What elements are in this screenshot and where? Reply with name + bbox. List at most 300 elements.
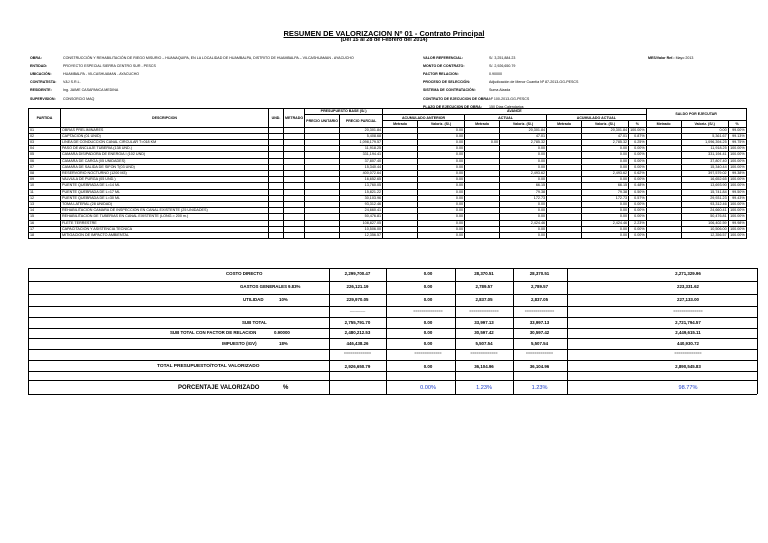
valoriz-acumulado-cell: 0.00 xyxy=(582,233,629,239)
item-description-cell: MITIGACION DE IMPACTO AMBIENTAL xyxy=(61,233,269,239)
valoriz-anterior-cell: 0.00 xyxy=(418,214,465,220)
item-description-cell: CAPACITACION Y ASISTENCIA TECNICA xyxy=(61,226,269,232)
valoriz-actual-cell: 66.15 xyxy=(500,183,547,189)
info-value: Adjudicación de Menor Cuantía Nº 87-2013-GG-PESCS xyxy=(489,80,579,85)
summary-sub-total-acu: 33,997.13 xyxy=(529,320,550,325)
info-value: HUAMBALPA - VILCASHUAMAN - AYACUCHO xyxy=(63,72,140,77)
summary-gastos-generales-act: 2,789.57 xyxy=(475,284,493,289)
summary-utilidad-acu: 2,837.05 xyxy=(530,297,549,302)
info-row xyxy=(30,56,354,61)
item-description-cell: VALVULA DE PURGA (05 UND.) xyxy=(61,177,269,183)
item-code-cell: 07 xyxy=(29,164,61,170)
summary-costo-directo-ant: 0.00 xyxy=(423,271,433,276)
valoriz-anterior-cell: 0.00 xyxy=(418,226,465,232)
item-code-cell: 08 xyxy=(29,170,61,176)
summary-label-gastos-generales: GASTOS GENERALES xyxy=(240,284,288,289)
pct-acumulado-cell: 0.57% xyxy=(629,195,647,201)
valuation-table xyxy=(28,108,747,239)
info-row xyxy=(30,97,94,102)
precio-parcial-cell: 1,098,179.57 xyxy=(340,139,383,145)
item-description-cell: LINEA DE CONDUCCION CANAL CIRCULAR T=018 KM xyxy=(61,139,269,145)
col-und: UND. xyxy=(269,109,284,128)
item-description-cell: PUENTE QUEBRADA DE L=17 ML xyxy=(61,189,269,195)
divider xyxy=(28,338,757,339)
valoriz-acumulado-cell: 0.00 xyxy=(582,164,629,170)
summary-porcentaje-saldo: 98.77% xyxy=(678,385,698,391)
summary-porcentaje-acu: 1.23% xyxy=(531,385,548,391)
pct-saldo-cell: 99.13% xyxy=(728,133,746,139)
summary-costo-directo-acu: 28,370.51 xyxy=(529,271,550,276)
item-code-cell: 10 xyxy=(29,183,61,189)
valoriz-acumulado-cell: 79.38 xyxy=(582,189,629,195)
pct-acumulado-cell: 0.62% xyxy=(629,170,647,176)
pct-saldo-cell: 100.00% xyxy=(730,177,745,182)
info-value: S/. 2,926,650.79 xyxy=(489,64,516,69)
valoriz-acumulado-cell: 2,785.32 xyxy=(582,139,629,145)
sub-valoriz: Valoriz. (S/.) xyxy=(500,121,547,127)
summary-sub-total-parcial: 2,755,791.70 xyxy=(344,320,371,325)
item-description-cell: CAMARA DISIPADORA DE ENERGIA I (102 UND) xyxy=(61,152,269,158)
item-description-cell: REHABILITACION DE TUBERIAS EN CANAL EXISTENTE (LONG.= 200 m.) xyxy=(61,214,269,220)
valoriz-acumulado-cell: 0.00 xyxy=(582,214,629,220)
precio-parcial-cell: 108,827.05 xyxy=(340,220,383,226)
precio-parcial-cell: 20,301.84 xyxy=(340,127,383,133)
valoriz-saldo-cell: 24,660.41 xyxy=(681,208,728,214)
valoriz-anterior-cell: 0.00 xyxy=(418,152,465,158)
valoriz-anterior-cell: 0.00 xyxy=(418,139,465,145)
item-description-cell: FLETE TERRESTRE xyxy=(61,220,269,226)
precio-parcial-cell: 15,821.22 xyxy=(340,189,383,195)
valoriz-anterior-cell: 0.00 xyxy=(418,208,465,214)
summary-sub-total-factor-saldo: 2,449,615.11 xyxy=(675,330,701,335)
divider xyxy=(28,328,757,329)
precio-parcial-cell: 30,103.96 xyxy=(340,195,383,201)
divider xyxy=(386,268,387,394)
valoriz-saldo-cell: 16,652.65 xyxy=(681,177,728,183)
pct-saldo-cell: 100.00% xyxy=(730,214,745,219)
info-value: Ing. JAIME CASAPANCA MEDINA xyxy=(63,88,119,93)
info-label: PLAZO DE EJECUCION DE OBRA: xyxy=(423,104,482,109)
summary-factor: 0.90000 xyxy=(274,330,290,335)
valoriz-saldo-cell: 13,693.90 xyxy=(681,183,728,189)
valoriz-anterior-cell: 0.00 xyxy=(418,202,465,208)
pct-acumulado-cell: 0.50% xyxy=(629,189,647,195)
precio-parcial-cell: 13,760.05 xyxy=(340,183,383,189)
valoriz-anterior-cell: 0.00 xyxy=(418,189,465,195)
valoriz-actual-cell: 0.00 xyxy=(500,226,547,232)
summary-label-costo-directo: COSTO DIRECTO xyxy=(226,271,263,276)
summary-porcentaje-act: 1.23% xyxy=(476,385,492,391)
valoriz-acumulado-cell: 20,301.84 xyxy=(582,127,629,133)
valoriz-actual-cell: 0.00 xyxy=(500,152,547,158)
summary-factor: 9.83% xyxy=(288,284,301,289)
info-label: PROCESO DE SELECCIÓN: xyxy=(423,80,471,85)
precio-parcial-cell: 37,807.40 xyxy=(340,158,383,164)
info-row xyxy=(423,72,502,77)
valoriz-acumulado-cell: 172.73 xyxy=(582,195,629,201)
divider xyxy=(28,394,757,395)
col-acum-anterior: ACUMULADO ANTERIOR xyxy=(383,115,465,121)
item-description-cell: RESERVORIO NOCTURNO (1200 M3) xyxy=(61,170,269,176)
sub-metrado: Metrado xyxy=(547,121,582,127)
item-description-cell: CAMARA DE SALIDA DE SIFON T(03 UND) xyxy=(61,164,269,170)
valoriz-acumulado-cell: 0.00 xyxy=(582,146,629,152)
pct-saldo-cell: 100.00% xyxy=(730,233,745,238)
valoriz-saldo-cell: 106,402.59 xyxy=(681,220,728,226)
valoriz-saldo-cell: 5,361.67 xyxy=(681,133,728,139)
valoriz-saldo-cell: 37,807.40 xyxy=(681,158,728,164)
info-value: Suma Alzada xyxy=(489,88,511,93)
item-code-cell: 16 xyxy=(29,220,61,226)
report-period: (Del 15 al 28 de Febrero del 2014) xyxy=(340,37,428,43)
valoriz-actual-cell: 20,301.84 xyxy=(500,127,547,133)
summary-total-acu: 36,104.96 xyxy=(529,364,550,369)
pct-acumulado-cell: 0.00% xyxy=(629,233,647,239)
summary-igv-ant: 0.00 xyxy=(423,341,433,346)
valoriz-saldo-cell: 0.00 xyxy=(681,127,728,133)
valoriz-anterior-cell: 0.00 xyxy=(418,177,465,183)
summary-sep2-ant: ============= xyxy=(414,351,442,355)
valoriz-actual-cell: 0.00 xyxy=(500,158,547,164)
info-value: S/. 3,251,884.23 xyxy=(489,56,516,60)
valoriz-saldo-cell: 15,340.44 xyxy=(681,164,728,170)
summary-label-sub-total-factor: SUB TOTAL CON FACTOR DE RELACION xyxy=(170,330,257,335)
summary-sub-total-saldo: 2,721,794.57 xyxy=(675,320,701,325)
valoriz-saldo-cell: 1,096,394.25 xyxy=(681,139,728,145)
info-label: RESIDENTE: xyxy=(30,88,52,93)
info-value: V&J S.R.L. xyxy=(63,80,81,85)
valoriz-actual-cell: 2,424.46 xyxy=(500,220,547,226)
summary-sub-total-act: 33,997.13 xyxy=(474,320,494,325)
summary-label-utilidad: UTILIDAD xyxy=(243,297,264,302)
valoriz-saldo-cell: 15,741.84 xyxy=(681,189,728,195)
valoriz-anterior-cell: 0.00 xyxy=(418,158,465,164)
summary-gastos-generales-saldo: 223,331.62 xyxy=(677,284,699,289)
valoriz-acumulado-cell: 0.00 xyxy=(582,177,629,183)
precio-parcial-cell: 16,652.65 xyxy=(340,177,383,183)
col-presupuesto: PRESUPUESTO BASE (S/.) xyxy=(305,109,383,115)
summary-sep1-ant: ============== xyxy=(413,309,443,313)
divider xyxy=(757,268,758,394)
col-metrado: METRADO xyxy=(284,109,305,128)
summary-label-igv: IMPUESTO (IGV) xyxy=(222,341,257,346)
item-code-cell: 12 xyxy=(29,195,61,201)
divider xyxy=(28,371,757,372)
pct-saldo-cell: 100.00% xyxy=(730,202,745,206)
metrado-actual-cell xyxy=(465,233,500,239)
metrado-acumulado-cell xyxy=(547,233,582,239)
valoriz-anterior-cell: 0.00 xyxy=(418,183,465,189)
sub-valoriz: Valoriz. (S/.) xyxy=(582,121,629,127)
valoriz-saldo-cell: 11,918.25 xyxy=(681,146,728,152)
info-row xyxy=(423,64,515,69)
pct-acumulado-cell: 0.87% xyxy=(629,133,647,139)
item-code-cell: 13 xyxy=(29,202,61,208)
pct-acumulado-cell: 0.00% xyxy=(629,202,647,208)
pct-acumulado-cell: 0.00% xyxy=(629,177,647,183)
summary-total-parcial: 2,926,650.79 xyxy=(344,364,371,369)
valoriz-saldo-cell: 93,312.46 xyxy=(681,202,728,208)
precio-parcial-cell: 5,408.68 xyxy=(340,133,383,139)
pct-saldo-cell: 100.00% xyxy=(730,208,745,213)
info-row xyxy=(423,80,578,85)
valoriz-actual-cell: 0.00 xyxy=(500,202,547,208)
col-descripcion: DESCRIPCION xyxy=(61,109,269,128)
valoriz-acumulado-cell: 0.00 xyxy=(582,208,629,214)
summary-porcentaje-ant: 0.00% xyxy=(420,385,436,391)
valoriz-acumulado-cell: 0.00 xyxy=(582,202,629,208)
summary-total-act: 36,104.96 xyxy=(474,364,494,369)
pct-saldo-cell: 100.00% xyxy=(730,164,745,169)
precio-parcial-cell: 93,312.46 xyxy=(340,202,383,208)
pct-acumulado-cell: 2.23% xyxy=(629,220,647,226)
precio-parcial-cell: 15,340.44 xyxy=(340,164,383,170)
summary-sub-total-factor-act: 30,597.42 xyxy=(474,330,494,335)
divider xyxy=(28,380,757,381)
col-avance: AVANCE xyxy=(383,109,647,115)
summary-igv-saldo: 440,930.72 xyxy=(677,341,699,346)
item-code-cell: 14 xyxy=(29,208,61,214)
info-label: FACTOR RELACION: xyxy=(423,72,459,77)
sub-valoriz: Valoriz. (S/.) xyxy=(418,121,465,127)
summary-sep2-act: ============= xyxy=(470,351,498,355)
info-row xyxy=(30,88,118,93)
precio-parcial-cell: 12,356.57 xyxy=(340,233,383,239)
sub-metrado: Metrado xyxy=(383,121,418,127)
divider xyxy=(567,268,568,394)
empty-cell xyxy=(383,233,418,239)
pct-saldo-cell: 100.00% xyxy=(730,146,745,151)
col-precio-parcial: PRECIO PARCIAL xyxy=(340,115,383,127)
summary-sep2-acu: ============= xyxy=(525,351,554,355)
report-title: RESUMEN DE VALORIZACION Nº 01 - Contrato Principal xyxy=(283,29,485,38)
pct-acumulado-cell: 0.48% xyxy=(629,183,647,189)
divider xyxy=(28,294,757,295)
info-label: UBICACIÓN: xyxy=(30,72,52,77)
summary-gastos-generales-ant: 0.00 xyxy=(423,284,433,289)
valoriz-saldo-cell: 397,579.02 xyxy=(681,170,728,176)
item-code-cell: 17 xyxy=(29,226,61,232)
valoriz-anterior-cell: 0.00 xyxy=(418,233,465,239)
divider xyxy=(28,281,757,282)
info-label: VALOR REFERENCIAL: xyxy=(423,56,464,60)
valoriz-actual-cell: 2,493.62 xyxy=(500,170,547,176)
item-code-cell: 18 xyxy=(29,233,61,239)
item-description-cell: PUENTE QUEBRADA DE L=14 ML xyxy=(61,183,269,189)
item-code-cell: 15 xyxy=(29,214,61,220)
item-description-cell: PASO DE ANCLAJE TUBERIA (138 UND.) xyxy=(61,146,269,152)
table-row xyxy=(29,233,747,239)
summary-utilidad-saldo: 227,133.00 xyxy=(677,297,699,302)
summary-costo-directo-saldo: 2,271,329.96 xyxy=(675,271,701,276)
col-saldo: SALDO POR EJECUTAR xyxy=(646,109,746,121)
info-row xyxy=(423,88,510,93)
divider xyxy=(28,268,757,269)
divider xyxy=(455,268,456,394)
item-description-cell: REHABILITACION CAMARA DE INSPECCION EN CANAL EXISTENTE (25 UNIDADES) xyxy=(61,208,269,214)
valoriz-anterior-cell: 0.00 xyxy=(418,164,465,170)
summary-sep1-saldo: ============== xyxy=(673,309,703,313)
pct-acumulado-cell: 0.00% xyxy=(629,152,647,158)
divider xyxy=(28,306,757,307)
divider xyxy=(28,349,757,350)
pct-acumulado-cell: 0.00% xyxy=(629,146,647,152)
valoriz-actual-cell: 0.00 xyxy=(500,233,547,239)
col-actual: ACTUAL xyxy=(465,115,547,121)
info-label: MONTO DE CONTRATO: xyxy=(423,64,465,69)
summary-utilidad-ant: 0.00 xyxy=(423,297,433,302)
summary-sub-total-ant: 0.00 xyxy=(423,320,433,325)
valoriz-acumulado-cell: 2,493.62 xyxy=(582,170,629,176)
valoriz-saldo-cell: 29,931.23 xyxy=(681,195,728,201)
valoriz-anterior-cell: 0.00 xyxy=(418,195,465,201)
pct-saldo-cell: 99.00% xyxy=(728,127,746,133)
summary-sub-total-factor-parcial: 2,480,212.53 xyxy=(344,330,371,335)
item-code-cell: 01 xyxy=(29,127,61,133)
pct-acumulado-cell: 0.00% xyxy=(629,208,647,214)
divider xyxy=(329,268,330,394)
valoriz-anterior-cell: 0.00 xyxy=(418,127,465,133)
pct-saldo-cell: 100.00% xyxy=(730,183,745,188)
summary-total-saldo: 2,890,545.83 xyxy=(675,364,701,369)
empty-cell xyxy=(284,233,305,239)
precio-parcial-cell: 400,072.64 xyxy=(340,170,383,176)
valoriz-actual-cell: 0.00 xyxy=(500,146,547,152)
info-value: Nº 100-2013-GG-PESCS xyxy=(489,96,530,101)
valoriz-saldo-cell: 50,476.81 xyxy=(681,214,728,220)
summary-igv-act: 5,507.54 xyxy=(475,341,493,346)
valoriz-acumulado-cell: 66.15 xyxy=(582,183,629,189)
valoriz-acumulado-cell: 0.00 xyxy=(582,152,629,158)
summary-sep2-saldo: ============= xyxy=(674,351,702,355)
pct-saldo-cell: 100.00% xyxy=(730,152,745,157)
info-value: CONSORCIO MAQ xyxy=(63,96,95,101)
valoriz-actual-cell: 172.73 xyxy=(500,195,547,201)
summary-factor: 18% xyxy=(279,341,288,346)
summary-label-total: TOTAL PRESUPUESTO/TOTAL VALORIZADO xyxy=(157,364,260,369)
info-label: CONTRATO DE EJECUCION DE OBRA: xyxy=(423,96,490,101)
summary-label-sub-total: SUB TOTAL xyxy=(242,320,267,325)
pct-acumulado-cell: 0.00% xyxy=(629,164,647,170)
pct-saldo-cell: 99.43% xyxy=(728,195,746,201)
valoriz-saldo-cell: 10,506.00 xyxy=(681,226,728,232)
summary-costo-directo-act: 28,370.51 xyxy=(474,271,494,276)
info-value: 150 Días Calendarios xyxy=(489,104,524,109)
summary-unit: % xyxy=(283,385,289,391)
summary-utilidad-act: 2,837.05 xyxy=(475,297,493,302)
info-label: SISTEMA DE CONTRATACIÓN: xyxy=(423,88,476,93)
info-label: CONTRATISTA: xyxy=(30,80,57,85)
summary-sep1-act: ============== xyxy=(469,309,499,313)
col-acum-actual: ACUMULADO ACTUAL xyxy=(547,115,647,121)
summary-sep1-parcial: ------------- xyxy=(349,309,366,313)
item-code-cell: 09 xyxy=(29,177,61,183)
summary-gastos-generales-acu: 2,789.57 xyxy=(530,284,549,289)
summary-sep1-acu: ============== xyxy=(524,309,555,313)
sub-metrado: Metrado xyxy=(465,121,500,127)
item-description-cell: OBRAS PRELIMINARES xyxy=(61,127,269,133)
valoriz-acumulado-cell: 0.00 xyxy=(582,158,629,164)
info-value: CONSTRUCCIÓN Y REHABILITACIÓN DE RIEGO MISURIO – HUANAQUIPA, EN LA LOCALIDAD DE HUAMBALPA, DISTRITO DE HUAMBALPA – VILCASHUAMAN - AYACUCHO xyxy=(63,56,354,60)
metrado-actual-cell: 0.00 xyxy=(465,139,500,145)
item-code-cell: 11 xyxy=(29,189,61,195)
divider xyxy=(513,268,514,394)
summary-total-ant: 0.00 xyxy=(423,364,433,369)
item-description-cell: CAMARA DE CARGA (05 UNIDADES) xyxy=(61,158,269,164)
summary-igv-acu: 5,507.54 xyxy=(530,341,549,346)
pct-saldo-cell: 99.38% xyxy=(728,170,746,176)
summary-sub-total-factor-ant: 0.00 xyxy=(423,330,433,335)
valoriz-acumulado-cell: 0.00 xyxy=(582,226,629,232)
summary-sep2-parcial: ============= xyxy=(343,351,372,355)
valoriz-actual-cell: 0.00 xyxy=(500,164,547,170)
valoriz-acumulado-cell: 47.01 xyxy=(582,133,629,139)
info-label: SUPERVISION: xyxy=(30,96,56,101)
valoriz-acumulado-cell: 2,424.46 xyxy=(582,220,629,226)
info-row xyxy=(30,64,156,69)
pct-saldo-cell: 100.00% xyxy=(730,226,745,231)
info-value: PROYECTO ESPECIAL SIERRA CENTRO SUR - PESCS xyxy=(63,64,156,69)
item-code-cell: 02 xyxy=(29,133,61,139)
item-code-cell: 03 xyxy=(29,139,61,145)
valoriz-saldo-cell: 12,356.57 xyxy=(681,233,728,239)
valoriz-actual-cell: 79.38 xyxy=(500,189,547,195)
pct-saldo-cell: 99.50% xyxy=(728,189,746,195)
info-value: 0.90000 xyxy=(489,72,502,77)
precio-parcial-cell: 11,918.25 xyxy=(340,146,383,152)
divider xyxy=(28,360,757,361)
pct-acumulado-cell: 0.00% xyxy=(629,158,647,164)
pct-saldo-cell: 99.75% xyxy=(728,139,746,145)
pct-saldo-cell: 99.98% xyxy=(728,220,746,226)
info-row xyxy=(30,80,81,85)
precio-parcial-cell: 24,660.41 xyxy=(340,208,383,214)
pct-acumulado-cell: 0.00% xyxy=(629,214,647,220)
reference-month-label: MES/Valor Ref.: xyxy=(648,56,675,60)
summary-costo-directo-parcial: 2,299,700.47 xyxy=(344,271,371,276)
divider xyxy=(28,268,29,394)
empty-cell xyxy=(305,233,340,239)
item-code-cell: 06 xyxy=(29,158,61,164)
valoriz-actual-cell: 0.00 xyxy=(500,177,547,183)
summary-gastos-generales-parcial: 226,121.19 xyxy=(346,284,369,289)
item-code-cell: 04 xyxy=(29,146,61,152)
valoriz-anterior-cell: 0.00 xyxy=(418,133,465,139)
reference-month xyxy=(648,56,693,61)
summary-factor: 10% xyxy=(279,297,288,302)
valoriz-actual-cell: 0.00 xyxy=(500,214,547,220)
item-code-cell: 05 xyxy=(29,152,61,158)
info-row xyxy=(423,97,529,102)
valoriz-anterior-cell: 0.00 xyxy=(418,220,465,226)
pct-acumulado-cell: 0.00% xyxy=(629,226,647,232)
info-label: OBRA: xyxy=(30,56,42,60)
sub-pct: % xyxy=(728,121,746,127)
reference-month-value: Mayo 2013 xyxy=(675,56,694,60)
summary-sub-total-factor-acu: 30,597.42 xyxy=(529,330,550,335)
valoriz-actual-cell: 0.00 xyxy=(500,208,547,214)
pct-saldo-cell: 100.00% xyxy=(730,158,745,163)
info-row xyxy=(423,56,515,61)
precio-parcial-cell: 10,506.00 xyxy=(340,226,383,232)
sub-metrado: Metrado xyxy=(646,121,681,127)
item-description-cell: PUENTE QUEBRADA DE L=30 ML xyxy=(61,195,269,201)
valoriz-anterior-cell: 0.00 xyxy=(418,146,465,152)
info-label: ENTIDAD: xyxy=(30,64,48,69)
col-precio-unitario: PRECIO UNITARIO xyxy=(305,115,340,127)
valoriz-actual-cell: 2,785.32 xyxy=(500,139,547,145)
empty-cell xyxy=(269,233,284,239)
